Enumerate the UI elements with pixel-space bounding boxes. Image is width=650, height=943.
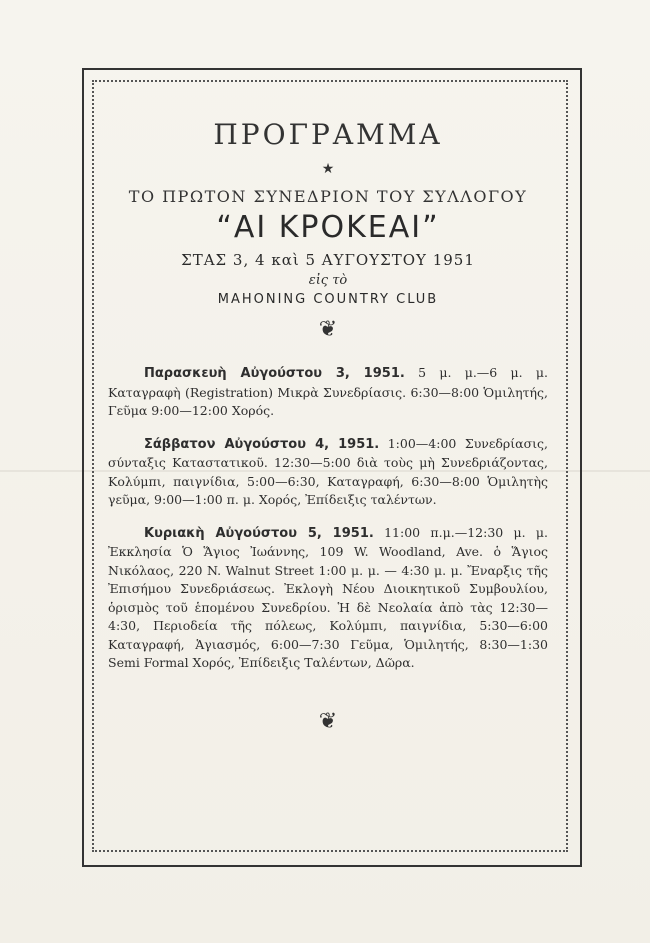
society-name: “ΑΙ ΚΡΟΚΕΑΙ” — [216, 210, 440, 245]
venue-preposition: εἰς τὸ — [308, 273, 348, 288]
program-day-friday — [108, 364, 548, 421]
day-heading: Παρασκευὴ Αὐγούστου 3, 1951. — [144, 366, 405, 381]
program-day-saturday — [108, 435, 548, 510]
day-details: 11:00 π.μ.—12:30 μ. μ. Ἐκκλησία Ὁ Ἅγιος Ἰωάννης, 109 W. Woodland, Ave. ὁ Ἅγιος Νικόλαος, 220 N. Walnut Street 1:00 μ. μ. — 4:30 μ. μ. Ἔναρξις τῆς Ἐπισήμου Συνεδριάσεως. Ἐκλογὴ Νέου Διοικητικοῦ Συμβουλίου, ὁρισμὸς τοῦ ἑπομένου Συνεδρίου. Ἡ δὲ Νεολαία ἀπὸ τὰς 12:30—4:30, Περιοδεία τῆς πόλεως, Κολύμπι, παιγνίδια, 5:30—6:00 Καταγραφή, Ἁγιασμός, 6:00—7:30 Γεῦμα, Ὁμιλητής, 8:30—1:30 Semi Formal Χορός, Ἐπίδειξις Ταλέντων, Δῶρα. — [108, 524, 548, 670]
program-content — [108, 118, 548, 734]
day-details: 1:00—4:00 Συνεδρίασις, σύνταξις Καταστατικοῦ. 12:30—5:00 διὰ τοὺς μὴ Συνεδριάζοντας, Κολύμπι, παιγνίδια, 5:00—6:30, Καταγραφή, 6:30—8:00 Ὁμιλητὴς γεῦμα, 9:00—1:00 π. μ. Χορός, Ἐπίδειξις ταλέντων. — [108, 435, 549, 507]
day-details: 5 μ. μ.—6 μ. μ. Καταγραφὴ (Registration) Μικρὰ Συνεδρίασις. 6:30—8:00 Ὁμιλητής, Γεῦμα 9:00—12:00 Χορός. — [108, 365, 548, 418]
ornament-icon-bottom: ❦ — [318, 708, 338, 734]
day-heading: Κυριακὴ Αὐγούστου 5, 1951. — [144, 525, 374, 541]
venue-name: MAHONING COUNTRY CLUB — [217, 292, 439, 307]
program-day-sunday — [108, 524, 548, 673]
day-heading: Σάββατον Αὐγούστου 4, 1951. — [144, 436, 380, 452]
ornament-icon-top: ❦ — [318, 317, 338, 342]
event-subtitle: ΤΟ ΠΡΩΤΟΝ ΣΥΝΕΔΡΙΟΝ ΤΟΥ ΣΥΛΛΟΓΟΥ — [128, 187, 528, 206]
star-icon: ★ — [321, 161, 335, 177]
program-title: ΠΡΟΓΡΑΜΜΑ — [213, 118, 443, 151]
event-dates: ΣΤΑΣ 3, 4 καὶ 5 ΑΥΓΟΥΣΤΟΥ 1951 — [181, 251, 475, 269]
